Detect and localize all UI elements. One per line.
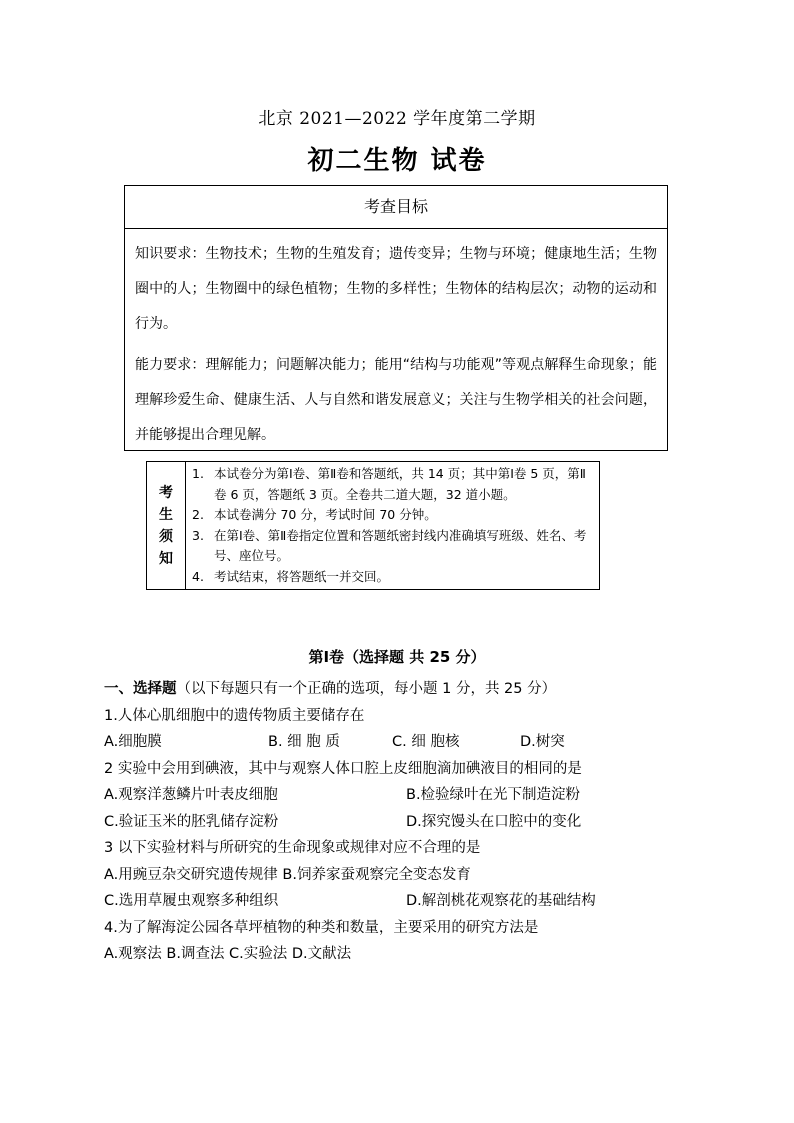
option: C. 细 胞核 — [392, 734, 460, 750]
questions-area — [104, 676, 704, 968]
question-stem: 4.为了解海淀公园各草坪植物的种类和数量，主要采用的研究方法是 — [104, 919, 539, 936]
option: A.用豌豆杂交研究遗传规律 B.饲养家蚕观察完全变态发育 — [104, 866, 471, 883]
question-options — [104, 782, 704, 809]
exam-title: 初二生物 试卷 — [307, 146, 487, 176]
notice-item — [192, 505, 593, 526]
candidate-notice-table — [146, 461, 600, 590]
option: B.检验绿叶在光下制造淀粉 — [406, 787, 581, 803]
notice-label-char: 须 — [159, 528, 173, 545]
objectives-box — [124, 185, 668, 451]
exam-header: 北京 2021—2022 学年度第二学期 — [258, 109, 536, 129]
question-stem: 3 以下实验材料与所研究的生命现象或规律对应不合理的是 — [104, 840, 481, 856]
option: A.观察法 B.调查法 C.实验法 D.文献法 — [104, 946, 352, 962]
notice-item-number: 3. — [192, 527, 204, 543]
notice-item-text: 在第Ⅰ卷、第Ⅱ卷指定位置和答题纸密封线内准确填写班级、姓名、考号、座位号。 — [214, 527, 587, 563]
objectives-heading: 考查目标 — [125, 186, 667, 229]
notice-label-char: 知 — [159, 550, 173, 567]
notice-item-number: 2. — [192, 507, 204, 522]
option: C.验证玉米的胚乳储存淀粉 — [104, 813, 279, 830]
notice-item — [192, 526, 593, 567]
notice-item-number: 4. — [192, 568, 204, 584]
notice-label-char: 考 — [159, 484, 173, 501]
notice-item-text: 本试卷满分 70 分，考试时间 70 分钟。 — [214, 507, 437, 522]
option: C.选用草履虫观察多种组织 — [104, 893, 279, 909]
question-stem: 1.人体心肌细胞中的遗传物质主要储存在 — [104, 707, 365, 724]
notice-item-text: 本试卷分为第Ⅰ卷、第Ⅱ卷和答题纸，共 14 页；其中第Ⅰ卷 5 页，第Ⅱ卷 6 页，答题纸 3 页。全卷共二道大题，32 道小题。 — [214, 466, 586, 502]
question-options — [104, 888, 704, 915]
option: A.观察洋葱鳞片叶表皮细胞 — [104, 787, 278, 803]
section-title: 第Ⅰ卷（选择题 共 25 分） — [308, 648, 486, 666]
question-stem: 2 实验中会用到碘液，其中与观察人体口腔上皮细胞滴加碘液目的相同的是 — [104, 760, 582, 777]
option: D.探究馒头在口腔中的变化 — [406, 813, 582, 830]
objectives-body — [125, 229, 667, 453]
part-heading-instructions: （以下每题只有一个正确的选项，每小题 1 分，共 25 分） — [176, 681, 557, 697]
notice-item — [192, 567, 593, 588]
question-options — [104, 941, 704, 968]
ability-requirements: 能力要求：理解能力；问题解决能力；能用“结构与功能观”等观点解释生命现象；能理解珍爱生命、健康生活、人与自然和谐发展意义；关注与生物学相关的社会问题，并能够提出合理见解。 — [135, 357, 657, 443]
knowledge-requirements: 知识要求：生物技术；生物的生殖发育；遗传变异；生物与环境；健康地生活；生物圈中的人；生物圈中的绿色植物；生物的多样性；生物体的结构层次；动物的运动和行为。 — [135, 246, 657, 332]
part-heading-label: 一、选择题 — [104, 681, 177, 697]
part-heading — [104, 676, 704, 703]
notice-label-char: 生 — [159, 506, 173, 523]
question-options — [104, 862, 704, 889]
notice-item-number: 1. — [192, 466, 204, 481]
question-options — [104, 809, 704, 836]
option: B. 细 胞 质 — [268, 734, 340, 750]
notice-items — [186, 462, 599, 589]
notice-item-text: 考试结束，将答题纸一并交回。 — [214, 568, 390, 584]
question-options — [104, 729, 704, 756]
option: D.解剖桃花观察花的基础结构 — [406, 893, 596, 909]
option: D.树突 — [520, 734, 565, 750]
notice-item — [192, 464, 593, 505]
option: A.细胞膜 — [104, 734, 162, 750]
notice-label — [147, 462, 186, 589]
